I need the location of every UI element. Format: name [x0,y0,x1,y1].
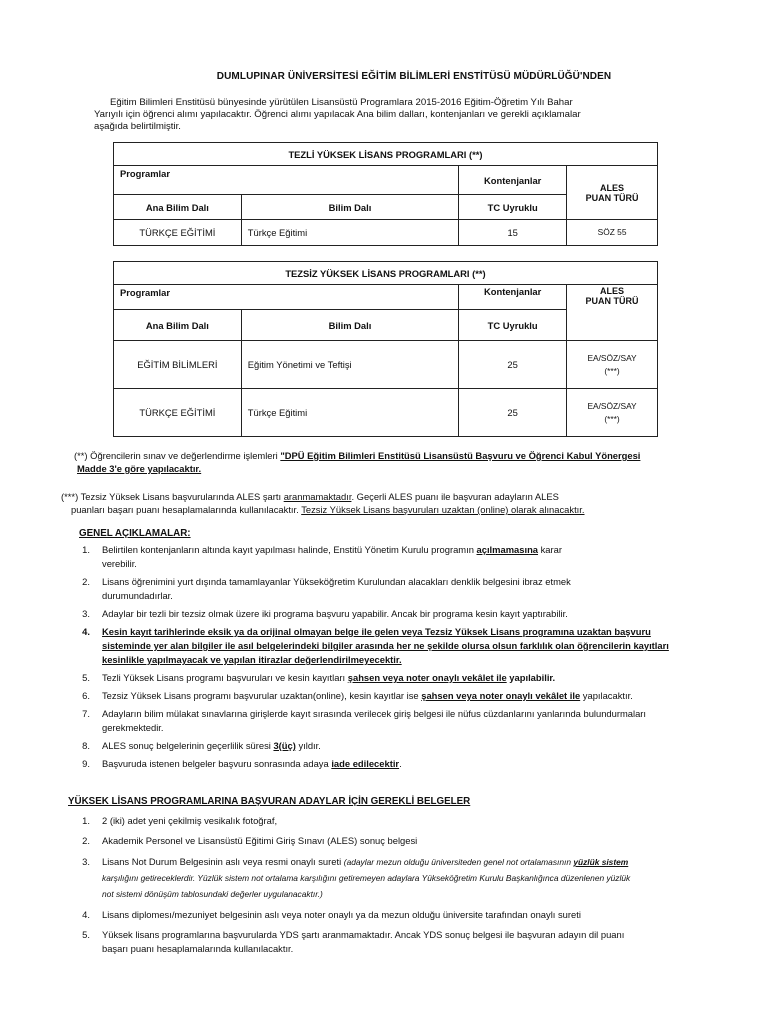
note-text: . Geçerli ALES puanı ile başvuran adayların ALES [351,491,559,502]
note-text: (**) Öğrencilerin sınav ve değerlendirme işlemleri [74,450,281,461]
bilim-cell: Türkçe Eğitimi [241,389,458,437]
note-link-text: "DPÜ Eğitim Bilimleri Enstitüsü Lisansüstü Başvuru ve Öğrenci Kabul Yönergesi [280,450,641,461]
intro-line: Eğitim Bilimleri Enstitüsü bünyesinde yürütülen Lisansüstü Programlara 2015-2016 Eğitim-Öğretim Yılı Bahar [110,97,573,108]
tc-header: TC Uyruklu [459,195,567,220]
item-number: 5. [82,672,90,683]
item-text: Lisans öğrenimini yurt dışında tamamlayanlar Yükseköğretim Kurulundan alacakları denklik belgesini ibraz etmek [102,576,571,587]
general-heading: GENEL AÇIKLAMALAR: [79,528,191,539]
item-emphasis: açılmamasına [476,544,539,555]
intro-line: Yarıyılı için öğrenci alımı yapılacaktır. Öğrenci alımı yapılacak Ana bilim dalları, kontenjanları ve gerekli açıklamalar [94,109,581,120]
item-text: Lisans diplomesı/mezuniyet belgesinin aslı veya noter onaylı ya da mezun olduğu üniversite tarafından onaylı sureti [102,909,581,920]
item-number: 1. [82,815,90,826]
item-text: . [399,758,402,769]
item-text: yıldır. [295,740,321,751]
note-underline: aranmamaktadır [283,491,352,502]
list-item [74,607,744,621]
item-text: başarı puanı hesaplamalarında kullanılacaktır. [102,943,294,954]
list-item [74,671,744,685]
ales-cell [567,341,658,389]
item-text: Lisans Not Durum Belgesinin aslı veya resmi onaylı sureti [102,856,344,867]
list-item [74,834,744,848]
bilim-header: Bilim Dalı [241,195,458,220]
ales-header-line: ALES [600,182,625,193]
table-row [114,389,658,437]
anabilim-header: Ana Bilim Dalı [114,310,242,341]
item-text: Akademik Personel ve Lisansüstü Eğitimi Giriş Sınavı (ALES) sonuç belgesi [102,835,418,846]
table-row [114,220,658,246]
list-item [74,543,744,571]
item-number: 7. [82,708,90,719]
item-text: Tezsiz Yüksek Lisans programı başvurular uzaktan(online), kesin kayıtlar ise [102,690,422,701]
tc-cell: 25 [459,389,567,437]
item-number: 8. [82,740,90,751]
item-text: Adayların bilim mülakat sınavlarına girişlerde kayıt sırasında verilecek giriş belgesi ile nüfus cüzdanlarını yanlarında bulundurmaları [102,708,647,719]
ales-header-line: PUAN TÜRÜ [585,296,639,306]
tc-cell: 15 [459,220,567,246]
bilim-cell: Türkçe Eğitimi [241,220,458,246]
intro-paragraph [94,97,684,133]
docs-list [74,814,744,956]
item-italic: (adaylar mezun olduğu üniversiteden genel not ortalamasının [343,857,574,867]
tc-header: TC Uyruklu [459,310,567,341]
note-text: (***) Tezsiz Yüksek Lisans başvurularında ALES şartı [61,491,284,502]
list-item [74,575,744,603]
list-item [74,814,744,828]
anabilim-cell: EĞİTİM BİLİMLERİ [114,341,242,389]
anabilim-header: Ana Bilim Dalı [114,195,242,220]
item-italic: karşılığını getireceklerdir. Yüzlük sistem not ortalama karşılığını getiremeyen adaylara Yükseköğretim Kurulu Başkanlığınca düzenlenen yüzlük [102,873,631,883]
item-text: gerekmektedir. [102,722,164,733]
item-text: karar [538,544,562,555]
table-row [114,341,658,389]
table-title: TEZLİ YÜKSEK LİSANS PROGRAMLARI (**) [114,143,658,166]
list-item [74,854,744,902]
item-number: 5. [82,929,90,940]
item-emphasis: kesinlikle yapılmayacak ve yapılan itirazlar değerlendirilmeyecektir. [102,654,402,665]
bilim-header: Bilim Dalı [241,310,458,341]
item-number: 9. [82,758,90,769]
note-triple-star [61,490,751,516]
note-underline: Tezsiz Yüksek Lisans başvuruları uzaktan (online) olarak alınacaktır. [301,504,585,515]
item-emphasis: sisteminde yer alan bilgiler ile asıl belgelerindeki bilgiler arasında her ne şekilde olursa olsun farklılık olan öğrencilerin kayıtları [102,640,669,651]
item-text: Başvuruda istenen belgeler başvuru sonrasında adaya [102,758,332,769]
ales-cell-line: (***) [604,365,620,376]
list-item [74,908,744,922]
item-number: 2. [82,835,90,846]
programlar-header: Programlar [114,285,459,310]
item-number: 3. [82,856,90,867]
item-text: Yüksek lisans programlarına başvurularda YDS şartı aranmamaktadır. Ancak YDS sonuç belgesi ile başvuran adayın dil puanı [102,929,625,940]
ales-header [567,285,658,341]
note-link-text: Madde 3'e göre yapılacaktır. [77,463,202,474]
programlar-header: Programlar [114,166,459,195]
bilim-cell: Eğitim Yönetimi ve Teftişi [241,341,458,389]
item-emphasis: Kesin kayıt tarihlerinde eksik ya da orijinal olmayan belge ile gelen veya Tezsiz Yüksek Lisans programına uzaktan başvuru [102,626,651,637]
item-text: Adaylar bir tezli bir tezsiz olmak üzere iki programa başvuru yapabilir. Ancak bir programa kesin kayıt yaptırabilir. [102,608,568,619]
ales-header [567,166,658,220]
ales-cell: SÖZ 55 [567,220,658,246]
document-title: DUMLUPINAR ÜNİVERSİTESİ EĞİTİM BİLİMLERİ ENSTİTÜSÜ MÜDÜRLÜĞÜ'NDEN [216,71,612,82]
item-text: ALES sonuç belgelerinin geçerlilik süresi [102,740,274,751]
list-item [74,689,744,703]
list-item [74,707,744,735]
anabilim-cell: TÜRKÇE EĞİTİMİ [114,220,242,246]
item-text: yapılabilir. [506,672,556,683]
ales-cell [567,389,658,437]
kontenjanlar-header: Kontenjanlar [459,166,567,195]
tezli-programs-table [113,142,658,246]
note-text: puanları başarı puanı hesaplamalarında kullanılacaktır. [71,504,302,515]
tc-cell: 25 [459,341,567,389]
anabilim-cell: TÜRKÇE EĞİTİMİ [114,389,242,437]
item-emphasis: şahsen veya noter onaylı vekâlet ile [421,690,581,701]
intro-line: aşağıda belirtilmiştir. [94,121,181,132]
item-italic: not sistemi dönüşüm tablosundaki değerler uygulanacaktır.) [102,889,323,899]
general-list [74,543,744,771]
ales-cell-line: EA/SÖZ/SAY [587,352,637,363]
item-number: 1. [82,544,90,555]
list-item [74,625,744,667]
list-item [74,928,744,956]
item-number: 3. [82,608,90,619]
item-text: 2 (iki) adet yeni çekilmiş vesikalık fotoğraf, [102,815,278,826]
item-text: Belirtilen kontenjanların altında kayıt yapılması halinde, Enstitü Yönetim Kurulu programın [102,544,477,555]
ales-cell-line: (***) [604,413,620,424]
ales-cell-line: EA/SÖZ/SAY [587,400,637,411]
item-number: 4. [82,626,90,637]
item-number: 6. [82,690,90,701]
kontenjanlar-header: Kontenjanlar [459,285,567,310]
item-text: Tezli Yüksek Lisans programı başvuruları ve kesin kayıtları [102,672,348,683]
item-emphasis: 3(üç) [273,740,296,751]
item-emphasis: şahsen veya noter onaylı vekâlet ile [347,672,507,683]
tezsiz-programs-table [113,261,658,437]
ales-header-line: ALES [600,286,625,296]
ales-header-line: PUAN TÜRÜ [585,192,639,203]
docs-heading: YÜKSEK LİSANS PROGRAMLARINA BAŞVURAN ADAYLAR İÇİN GEREKLİ BELGELER [68,796,471,807]
item-text: durumundadırlar. [102,590,173,601]
list-item [74,757,744,771]
item-number: 2. [82,576,90,587]
note-double-star [74,449,754,475]
table-title: TEZSİZ YÜKSEK LİSANS PROGRAMLARI (**) [114,262,658,285]
item-text: verebilir. [102,558,137,569]
item-text: yapılacaktır. [580,690,633,701]
item-emphasis: yüzlük sistem [573,857,629,867]
list-item [74,739,744,753]
item-emphasis: iade edilecektir [331,758,400,769]
item-number: 4. [82,909,90,920]
